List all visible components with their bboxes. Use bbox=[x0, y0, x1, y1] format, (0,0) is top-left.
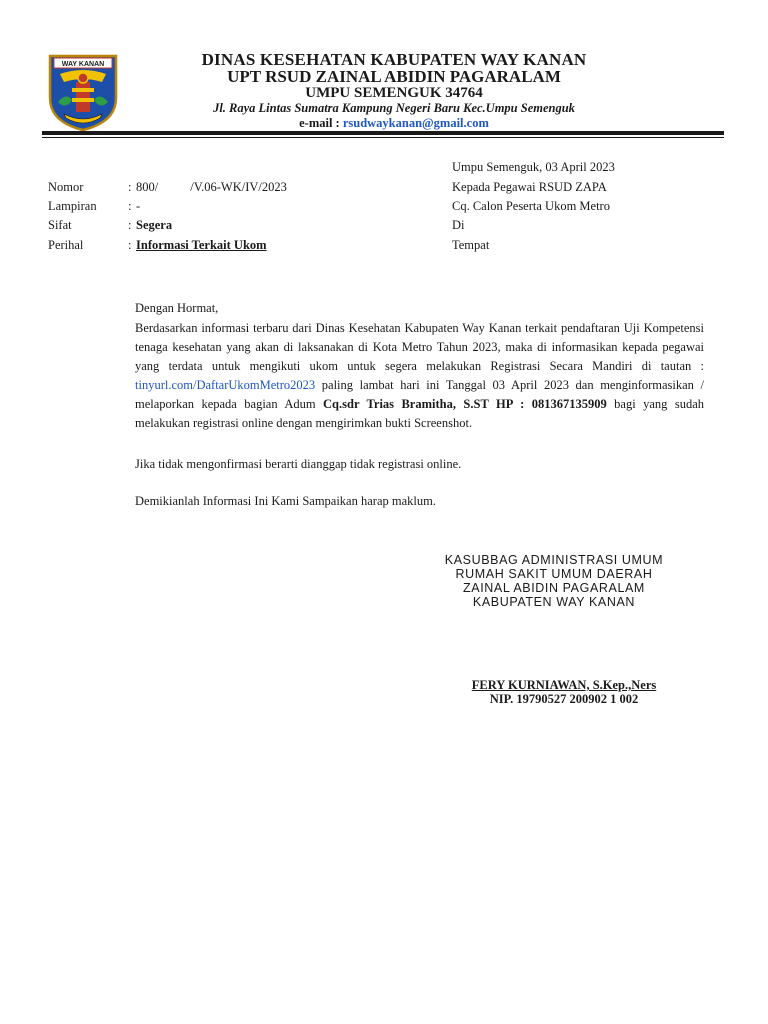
meta-label-lampiran: Lampiran bbox=[48, 199, 97, 213]
letter-date: Umpu Semenguk, 03 April 2023 bbox=[452, 160, 615, 174]
meta-label-perihal: Perihal bbox=[48, 238, 84, 252]
meta-value-perihal: Informasi Terkait Ukom bbox=[136, 238, 267, 252]
paragraph-1-middle: paling lambat hari ini Tanggal 03 April 2023 dan menginformasikan / melaporkan kepada bagian Adum bbox=[135, 378, 704, 411]
letterhead-divider-thick bbox=[42, 131, 724, 135]
meta-value-nomor bbox=[136, 180, 287, 195]
recipient-line-2: Cq. Calon Peserta Ukom Metro bbox=[452, 199, 610, 213]
recipient-line-1: Kepada Pegawai RSUD ZAPA bbox=[452, 180, 607, 194]
body-paragraph-1 bbox=[135, 319, 704, 433]
nomor-part-b: /V.06-WK/IV/2023 bbox=[190, 180, 287, 194]
nomor-part-a: 800/ bbox=[136, 180, 159, 194]
paragraph-1-intro: Berdasarkan informasi terbaru dari Dinas Kesehatan Kabupaten Way Kanan terkait pendaftaran Uji Kompetensi tenaga kesehatan yang akan di laksanakan di Kota Metro Tahun 2023, maka di informasikan kepada pegawai yang terdata untuk mengikuti ukom untuk segera melakukan Registrasi Secara Mandiri di tautan : bbox=[135, 321, 704, 373]
letterhead-agency: DINAS KESEHATAN KABUPATEN WAY KANAN bbox=[201, 50, 587, 69]
registration-link[interactable]: tinyurl.com/DaftarUkomMetro2023 bbox=[135, 378, 316, 392]
letterhead-divider-thin bbox=[42, 137, 724, 138]
meta-value-lampiran: - bbox=[136, 199, 141, 213]
signature-title-3: ZAINAL ABIDIN PAGARALAM bbox=[463, 581, 645, 595]
body-paragraph-2: Jika tidak mengonfirmasi berarti dianggap tidak registrasi online. bbox=[135, 457, 462, 471]
signature-title-4: KABUPATEN WAY KANAN bbox=[472, 595, 636, 609]
greeting: Dengan Hormat, bbox=[135, 301, 219, 315]
letterhead-email bbox=[120, 116, 668, 131]
recipient-line-3: Di bbox=[452, 218, 465, 232]
letterhead-hospital: UPT RSUD ZAINAL ABIDIN PAGARALAM bbox=[227, 67, 561, 86]
email-address[interactable]: rsudwaykanan@gmail.com bbox=[342, 116, 489, 130]
letterhead-address: Jl. Raya Lintas Sumatra Kampung Negeri Baru Kec.Umpu Semenguk bbox=[213, 101, 575, 115]
body-paragraph-3: Demikianlah Informasi Ini Kami Sampaikan harap maklum. bbox=[135, 494, 436, 508]
email-label: e-mail : bbox=[299, 116, 343, 130]
signatory-name: FERY KURNIAWAN, S.Kep.,Ners bbox=[471, 678, 657, 692]
letterhead-city: UMPU SEMENGUK 34764 bbox=[305, 85, 483, 101]
meta-colon: : bbox=[128, 180, 132, 194]
signatory-nip: NIP. 19790527 200902 1 002 bbox=[489, 692, 639, 706]
contact-person: Cq.sdr Trias Bramitha, S.ST HP : 081367135909 bbox=[323, 397, 607, 411]
meta-value-sifat: Segera bbox=[136, 218, 173, 232]
signature-title-1: KASUBBAG ADMINISTRASI UMUM bbox=[444, 553, 664, 567]
regency-logo bbox=[46, 52, 120, 132]
meta-colon: : bbox=[128, 199, 132, 213]
logo-text: WAY KANAN bbox=[61, 61, 105, 68]
paragraph-1-end: bagi yang sudah melakukan registrasi online dengan mengirimkan bukti Screenshot. bbox=[135, 397, 704, 430]
meta-label-sifat: Sifat bbox=[48, 218, 72, 232]
meta-colon: : bbox=[128, 238, 132, 252]
recipient-line-4: Tempat bbox=[452, 238, 490, 252]
signature-title-2: RUMAH SAKIT UMUM DAERAH bbox=[455, 567, 653, 581]
meta-colon: : bbox=[128, 218, 132, 232]
meta-label-nomor: Nomor bbox=[48, 180, 84, 194]
